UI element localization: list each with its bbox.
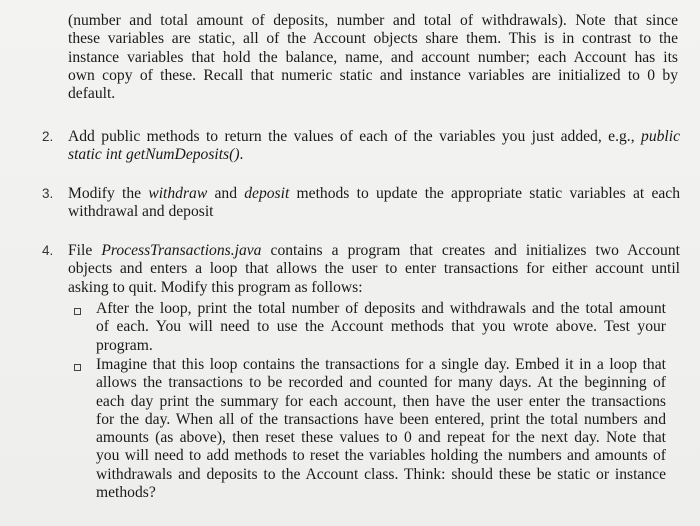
list-item-line: File ProcessTransactions.java contains a program that creates and initializes two Account: [68, 242, 680, 259]
sub-item-line: allows the transactions to be recorded and counted for many days. At the beginning of: [96, 374, 666, 392]
list-item-number: 3.: [42, 186, 54, 201]
code-reference: deposit: [244, 185, 290, 202]
checkbox-bullet-icon: [74, 308, 81, 315]
list-item-line: withdrawal and deposit: [68, 203, 214, 221]
list-item-number: 2.: [42, 129, 54, 144]
sub-item-text: [96, 300, 666, 355]
list-item-line: asking to quit. Modify this program as follows:: [68, 278, 363, 296]
checkbox-bullet-icon: [74, 364, 81, 371]
list-item-line: objects and enters a loop that allows the user to enter transactions for either account until: [68, 260, 680, 278]
list-item-line: Modify the withdraw and deposit methods to update the appropriate static variables at each: [68, 185, 681, 202]
list-item-text: [68, 185, 680, 222]
intro-line: own copy of these. Recall that numeric static and instance variables are initialized to 0 by: [68, 66, 678, 84]
sub-item-line: After the loop, print the total number of deposits and withdrawals and the total amount: [96, 300, 666, 317]
list-item-line: static int getNumDeposits().: [68, 146, 244, 164]
sub-item-text: [96, 356, 666, 502]
code-reference: static int getNumDeposits(): [68, 146, 240, 164]
sub-item-line: program.: [96, 336, 153, 354]
sub-item-line: Imagine that this loop contains the transactions for a single day. Embed it in a loop that: [96, 356, 666, 373]
intro-line: these variables are static, all of the Account objects share them. This is in contrast to the: [68, 30, 678, 48]
intro-line: default.: [68, 85, 116, 103]
sub-item-line: withdrawals and deposits to the Account class. Think: should these be static or instance: [96, 465, 666, 483]
code-reference: withdraw: [148, 185, 208, 202]
list-item-number: 4.: [42, 243, 54, 258]
code-reference: public: [641, 128, 680, 145]
sub-item-line: of each. You will need to use the Account methods that you wrote above. Test your: [96, 318, 666, 336]
text-run: Add public methods to return the values of each of the variables you just added, e.g.,: [68, 128, 642, 145]
sub-item-line: methods?: [96, 484, 156, 502]
intro-line: instance variables that hold the balance, name, and account number; each Account has its: [68, 48, 678, 66]
file-name: ProcessTransactions.java: [101, 242, 262, 259]
sub-item-line: for the day. When all of the transactions have been entered, print the total numbers and: [96, 410, 666, 428]
intro-paragraph: [68, 12, 678, 103]
list-item-line: [68, 128, 680, 146]
list-item-text: [68, 242, 680, 297]
sub-item-line: amounts (as above), then reset these values to 0 and repeat for the next day. Note that: [96, 429, 666, 447]
list-item-text: [68, 128, 680, 165]
sub-item-line: each day print the summary for each account, then have the user enter the transactions: [96, 392, 666, 410]
sub-item-line: you will need to add methods to reset the variables holding the numbers and amounts of: [96, 447, 666, 465]
intro-line: (number and total amount of deposits, number and total of withdrawals). Note that since: [68, 12, 678, 29]
